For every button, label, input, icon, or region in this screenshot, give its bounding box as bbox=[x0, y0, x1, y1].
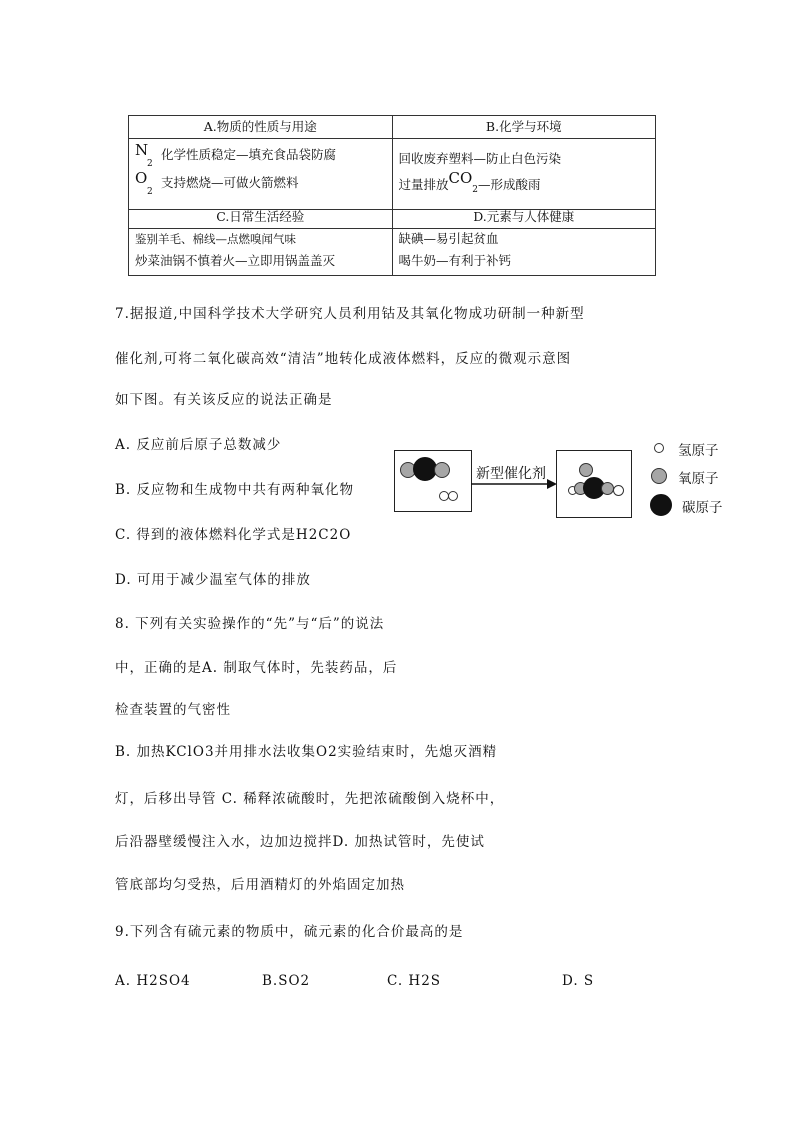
table-b-line2-pre: 过量排放 bbox=[398, 177, 449, 192]
table-header-c: C.日常生活经验 bbox=[129, 210, 393, 229]
q7-option-c: C. 得到的液体燃料化学式是H2C2O bbox=[115, 527, 352, 543]
table-header-d: D.元素与人体健康 bbox=[392, 210, 656, 229]
q8-line2: 中，正确的是A. 制取气体时，先装药品，后 bbox=[115, 660, 398, 676]
table-cell-d bbox=[392, 229, 656, 276]
q9-option-d: D. S bbox=[562, 973, 595, 989]
table-a-line2: 支持燃烧—可做火箭燃料 bbox=[161, 175, 299, 190]
q9-stem: 9.下列含有硫元素的物质中，硫元素的化合价最高的是 bbox=[115, 924, 464, 940]
legend-carbon-label: 碳原子 bbox=[682, 500, 723, 516]
q8-line7: 管底部均匀受热，后用酒精灯的外焰固定加热 bbox=[115, 877, 405, 893]
q9-option-a: A. H2SO4 bbox=[115, 973, 191, 989]
table-b-line1: 回收废弃塑料—防止白色污染 bbox=[398, 151, 562, 166]
q7-stem-line1: 7.据报道,中国科学技术大学研究人员利用钴及其氧化物成功研制一种新型 bbox=[115, 306, 585, 322]
reaction-arrow-icon bbox=[471, 478, 557, 490]
legend-oxygen-label: 氧原子 bbox=[678, 471, 719, 487]
o2-symbol: O bbox=[135, 169, 148, 187]
legend-oxygen-icon bbox=[651, 468, 667, 484]
legend-carbon-icon bbox=[650, 494, 672, 516]
hydrogen-atom bbox=[613, 485, 624, 496]
table-cell-c bbox=[129, 229, 393, 276]
oxygen-atom bbox=[434, 462, 450, 478]
q7-option-a: A. 反应前后原子总数减少 bbox=[115, 437, 282, 453]
oxygen-atom bbox=[579, 463, 593, 477]
table-c-line1: 鉴别羊毛、棉线—点燃嗅闻气味 bbox=[135, 232, 296, 246]
hydrogen-atom bbox=[448, 491, 458, 501]
q7-option-d: D. 可用于减少温室气体的排放 bbox=[115, 572, 311, 588]
oxygen-atom bbox=[601, 482, 614, 495]
legend-hydrogen-icon bbox=[654, 443, 664, 453]
table-header-b: B.化学与环境 bbox=[392, 116, 656, 139]
co2-symbol: CO bbox=[448, 169, 473, 187]
q7-stem-line3: 如下图。有关该反应的说法正确是 bbox=[115, 392, 333, 408]
legend-hydrogen-label: 氢原子 bbox=[678, 443, 719, 459]
table-header-a: A.物质的性质与用途 bbox=[129, 116, 393, 139]
options-table bbox=[128, 115, 656, 276]
products-box bbox=[556, 450, 632, 518]
o2-subscript: 2 bbox=[147, 187, 153, 197]
q8-line3: 检查装置的气密性 bbox=[115, 702, 231, 718]
n2-symbol: N bbox=[135, 141, 149, 159]
reactants-box bbox=[394, 450, 472, 512]
q7-option-b: B. 反应物和生成物中共有两种氧化物 bbox=[115, 482, 355, 498]
q8-line1: 8. 下列有关实验操作的“先”与“后”的说法 bbox=[115, 616, 385, 632]
table-d-line1: 缺碘—易引起贫血 bbox=[398, 231, 499, 246]
q9-option-b: B.SO2 bbox=[262, 973, 311, 989]
table-cell-b bbox=[392, 139, 656, 210]
table-cell-a bbox=[129, 139, 393, 210]
table-b-line2-post: —形成酸雨 bbox=[478, 177, 541, 192]
q8-line4: B. 加热KClO3并用排水法收集O2实验结束时，先熄灭酒精 bbox=[115, 744, 498, 760]
co2-subscript: 2 bbox=[472, 185, 479, 195]
table-a-line1: 化学性质稳定—填充食品袋防腐 bbox=[161, 147, 337, 162]
n2-subscript: 2 bbox=[147, 159, 153, 169]
q7-stem-line2: 催化剂,可将二氧化碳高效“清洁”地转化成液体燃料，反应的微观示意图 bbox=[115, 351, 572, 367]
arrow-label: 新型催化剂 bbox=[476, 466, 546, 482]
q8-line6: 后沿器壁缓慢注入水，边加边搅拌D. 加热试管时，先使试 bbox=[115, 834, 485, 850]
table-d-line2: 喝牛奶—有利于补钙 bbox=[398, 253, 512, 268]
table-c-line2: 炒菜油锅不慎着火—立即用锅盖盖灭 bbox=[135, 253, 336, 268]
q8-line5: 灯，后移出导管 C. 稀释浓硫酸时，先把浓硫酸倒入烧杯中， bbox=[115, 791, 505, 807]
q9-option-c: C. H2S bbox=[387, 973, 442, 989]
table-b-line2 bbox=[398, 169, 541, 195]
